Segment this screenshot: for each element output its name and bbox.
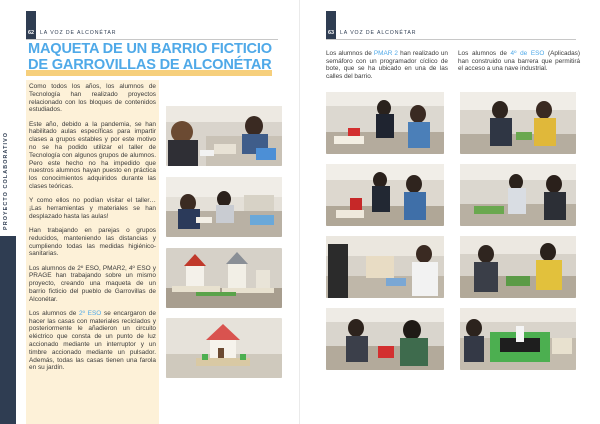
intro-text: Los alumnos de bbox=[458, 50, 511, 57]
paragraph-last bbox=[29, 310, 156, 372]
intro-text: Los alumnos de bbox=[326, 50, 374, 57]
right-page bbox=[300, 0, 600, 424]
students-at-desks-photo bbox=[166, 177, 282, 237]
side-bar bbox=[0, 236, 16, 424]
pmar-intro-text bbox=[326, 50, 448, 80]
eso-barrier-work-photo-3 bbox=[460, 236, 576, 298]
article-title bbox=[28, 42, 278, 73]
eso-intro-text bbox=[458, 50, 580, 73]
pmar-semaphore-work-photo-4 bbox=[326, 308, 444, 370]
paragraph: Este año, debido a la pandemia, se han habilitado aulas específicas para impartir clases a grupos estables y por este motivo no se ha podido utilizar el taller de Tecnología con algunos grupos de alumnos. Pero este hecho no ha impedido que nuestros alumnos hayan puesto en práctica los conocimientos adquiridos durante las clases teóricas. bbox=[29, 120, 156, 190]
eso-barrier-work-photo-2 bbox=[460, 164, 576, 226]
eso-barrier-work-photo-1 bbox=[460, 92, 576, 154]
intro-text: han realizado un semáforo con un programador cíclico de bote, que se ha ubicado en una de las calles del barrio. bbox=[326, 50, 448, 80]
pmar-semaphore-work-photo-2 bbox=[326, 164, 444, 226]
pmar-semaphore-work-photo-3 bbox=[326, 236, 444, 298]
right-running-head: LA VOZ DE ALCONÉTAR bbox=[340, 30, 417, 36]
para-text: Los alumnos de bbox=[29, 309, 80, 317]
students-cutting-cardboard-photo bbox=[166, 106, 282, 166]
left-running-head: LA VOZ DE ALCONÉTAR bbox=[40, 30, 117, 36]
paragraph: Y como ellos no podían visitar el taller… ¡Las herramientas y materiales se han desplazado hasta las aulas! bbox=[29, 197, 156, 220]
title-line-2: DE GARROVILLAS DE ALCONÉTAR bbox=[28, 56, 272, 73]
house-model-on-table-photo bbox=[166, 318, 282, 378]
paragraph: Han trabajando en parejas o grupos reducidos, manteniendo las distancias y cumpliendo todas las medidas higiénico-sanitarias. bbox=[29, 226, 156, 258]
highlight-2eso: 2º ESO bbox=[79, 309, 102, 317]
intro-text: (Aplicadas) han construido una barrera que permitirá el acceso a una nave industrial. bbox=[458, 50, 580, 73]
left-page-number: 62 bbox=[27, 30, 35, 36]
paragraph: Como todos los años, los alumnos de Tecnología han realizado proyectos relacionado con los bloques de contenidos estudiados. bbox=[29, 83, 156, 114]
highlight-4eso: 4º de ESO bbox=[510, 50, 545, 57]
article-text-column bbox=[26, 80, 159, 424]
left-header-rule bbox=[26, 39, 278, 40]
right-header-rule bbox=[326, 39, 576, 40]
right-page-number: 63 bbox=[327, 30, 335, 36]
pmar-semaphore-work-photo-1 bbox=[326, 92, 444, 154]
para-text: se encargaron de hacer las casas con materiales reciclados y posteriormente le añadieron un circuito eléctrico que consta de un punto de luz accionado mediante un interruptor y un timbre accionado mediante un pulsador. Además, todas las casas tienen una farola en su jardín. bbox=[29, 309, 156, 372]
highlight-pmar2: PMAR 2 bbox=[373, 50, 398, 57]
section-label: PROYECTO COLABORATIVO bbox=[3, 131, 9, 230]
house-models-with-fences-photo bbox=[166, 248, 282, 308]
paragraph: Los alumnos de 2º ESO, PMAR2, 4º ESO y PRAGE han trabajando sobre un mismo proyecto, creando una maqueta de un barrio ficticio del pueblo de Garrovillas de Alconétar. bbox=[29, 264, 156, 303]
eso-barrier-model-photo-4 bbox=[460, 308, 576, 370]
title-line-1: MAQUETA DE UN BARRIO FICTICIO bbox=[28, 41, 272, 57]
